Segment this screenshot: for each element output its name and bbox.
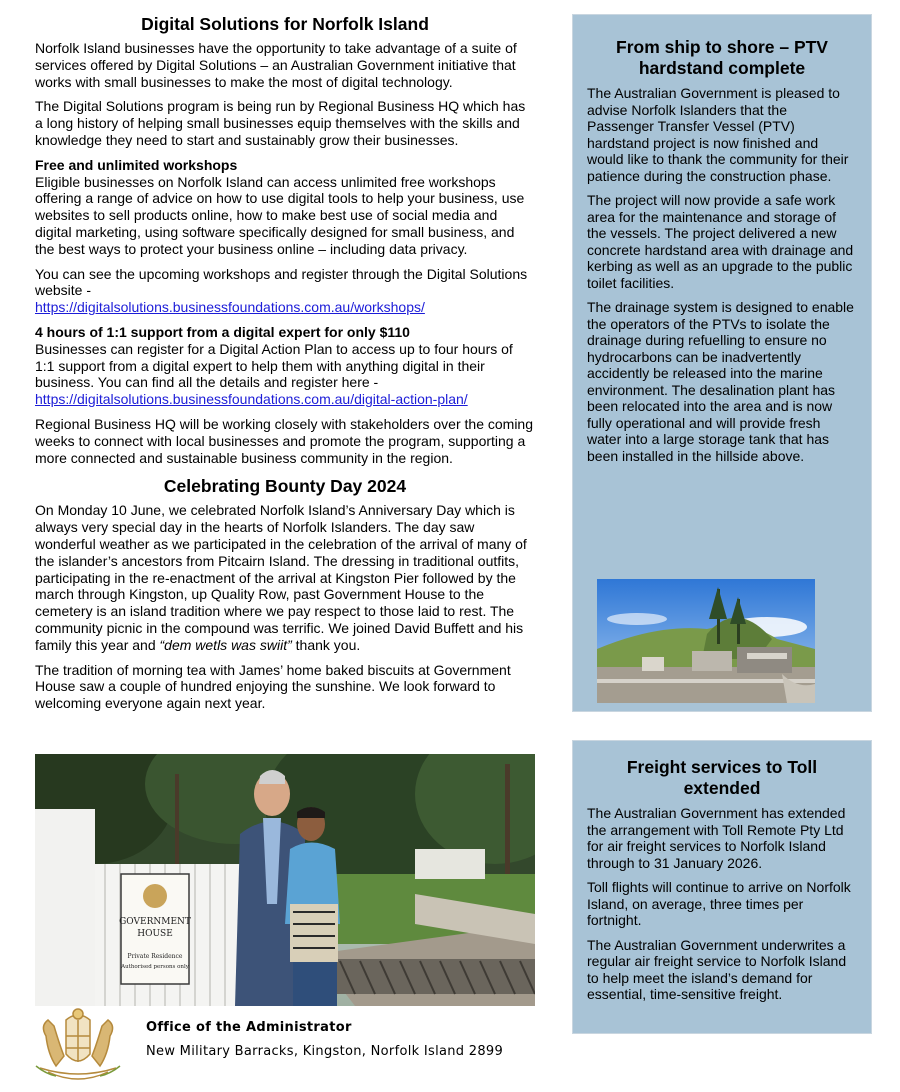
register-text: You can see the upcoming workshops and register through the Digital Solutions website - <box>35 265 528 299</box>
bounty-quote: “dem wetls was swiit” <box>159 636 292 653</box>
support-subheading: 4 hours of 1:1 support from a digital expert for only $110 <box>35 323 410 340</box>
bounty-day-heading: Celebrating Bounty Day 2024 <box>163 476 407 497</box>
sign-text-line3: Private Residence <box>127 953 183 960</box>
office-address: New Military Barracks, Kingston, Norfolk Island 2899 <box>146 1044 504 1059</box>
ptv-heading: From ship to shore – PTV hardstand complete <box>616 37 828 78</box>
workshops-body: Eligible businesses on Norfolk Island can access unlimited free workshops offering a range of advice on how to use digital tools to help your business, use websites to sell products online, how to make best use of social media and digital marketing, using software specifically designed for small business, and the best ways to protect your business online – including data privacy. <box>35 173 525 257</box>
main-column <box>35 14 535 720</box>
freight-services-box <box>572 740 872 1034</box>
freight-paragraph-1: The Australian Government has extended the arrangement with Toll Remote Pty Ltd for air freight services to Norfolk Island through to 31 January 2026. <box>587 805 846 871</box>
hardstand-photo <box>597 579 815 703</box>
ptv-hardstand-box <box>572 14 872 712</box>
bounty-day-photo <box>35 754 535 1006</box>
freight-body <box>587 805 857 1003</box>
ptv-paragraph-1: The Australian Government is pleased to advise Norfolk Islanders that the Passenger Transfer Vessel (PTV) hardstand project is now finished and would like to thank the community for their patience during the construction phase. <box>587 85 849 184</box>
bounty-paragraph-1 <box>35 502 535 653</box>
digital-solutions-heading: Digital Solutions for Norfolk Island <box>141 14 429 34</box>
digital-intro-paragraph: Norfolk Island businesses have the opportunity to take advantage of a suite of services offered by Digital Solutions – an Australian Government initiative that works with small businesses to make the most of digital technology. <box>35 40 517 90</box>
bounty-paragraph-2: The tradition of morning tea with James’ home baked biscuits at Government House saw a couple of hundred enjoying the sunshine. We look forward to welcoming everyone again next year. <box>35 661 511 712</box>
ptv-paragraph-2: The project will now provide a safe work area for the maintenance and storage of the vessels. The project delivered a new concrete hardstand area with drainage and kerbing as well as an upgrade to the public toilet facilities. <box>587 192 854 291</box>
workshops-section <box>35 157 535 258</box>
sign-text-line4: Authorised persons only <box>121 964 189 970</box>
ptv-body <box>587 85 857 464</box>
support-section <box>35 324 535 408</box>
footer <box>26 1006 586 1090</box>
sign-text-line2: HOUSE <box>137 929 173 939</box>
office-title: Office of the Administrator <box>146 1020 352 1035</box>
closing-paragraph: Regional Business HQ will be working closely with stakeholders over the coming weeks to connect with local businesses and promote the program, supporting a more connected and sustainable business community in the region. <box>35 415 534 466</box>
ptv-paragraph-3: The drainage system is designed to enable the operators of the PTVs to isolate the drainage during refuelling to ensure no hydrocarbons can be inadvertently accidently be released into the marine environment. The desalination plant has been relocated into the area and is now fully operational and will provide fresh water into a large storage tank that has been installed in the hillside above. <box>587 299 854 464</box>
digital-program-paragraph: The Digital Solutions program is being run by Regional Business HQ which has a long history of helping small businesses equip themselves with the skills and knowledge they need to start and sustainably grow their businesses. <box>35 98 526 148</box>
freight-heading: Freight services to Toll extended <box>626 757 818 798</box>
sign-text-line1: GOVERNMENT <box>119 917 191 927</box>
support-body: Businesses can register for a Digital Action Plan to access up to four hours of 1:1 support from a digital expert to help them with anything digital in their business. You can find all the details and register here - <box>35 340 513 391</box>
freight-paragraph-3: The Australian Government underwrites a regular air freight service to Norfolk Island to help meet the island’s demand for essential, time-sensitive freight. <box>587 936 847 1002</box>
workshops-link[interactable]: https://digitalsolutions.businessfoundations.com.au/workshops/ <box>35 299 425 316</box>
workshops-subheading: Free and unlimited workshops <box>35 156 238 173</box>
bounty-p1-text: On Monday 10 June, we celebrated Norfolk Island’s Anniversary Day which is always very special day in the hearts of Norfolk Islanders. The day saw wonderful weather as we participated in the celebration of the arrival of many of the islander’s ancestors from Pitcairn Island. The dressing in traditional outfits, participating in the re-enactment of the arrival at Kingston Pier followed by the march through Kingston, up Quality Row, past Government House to the cemetery is an island tradition where we pay respect to those laid to rest. The community picnic in the compound was terrific. We joined David Buffett and his family this year and <box>35 502 527 653</box>
coat-of-arms-icon <box>26 1006 130 1088</box>
register-paragraph <box>35 266 535 316</box>
action-plan-link[interactable]: https://digitalsolutions.businessfoundations.com.au/digital-action-plan/ <box>35 391 468 408</box>
freight-paragraph-2: Toll flights will continue to arrive on Norfolk Island, on average, three times per fortnight. <box>587 879 851 928</box>
bounty-p1-end: thank you. <box>291 636 361 653</box>
